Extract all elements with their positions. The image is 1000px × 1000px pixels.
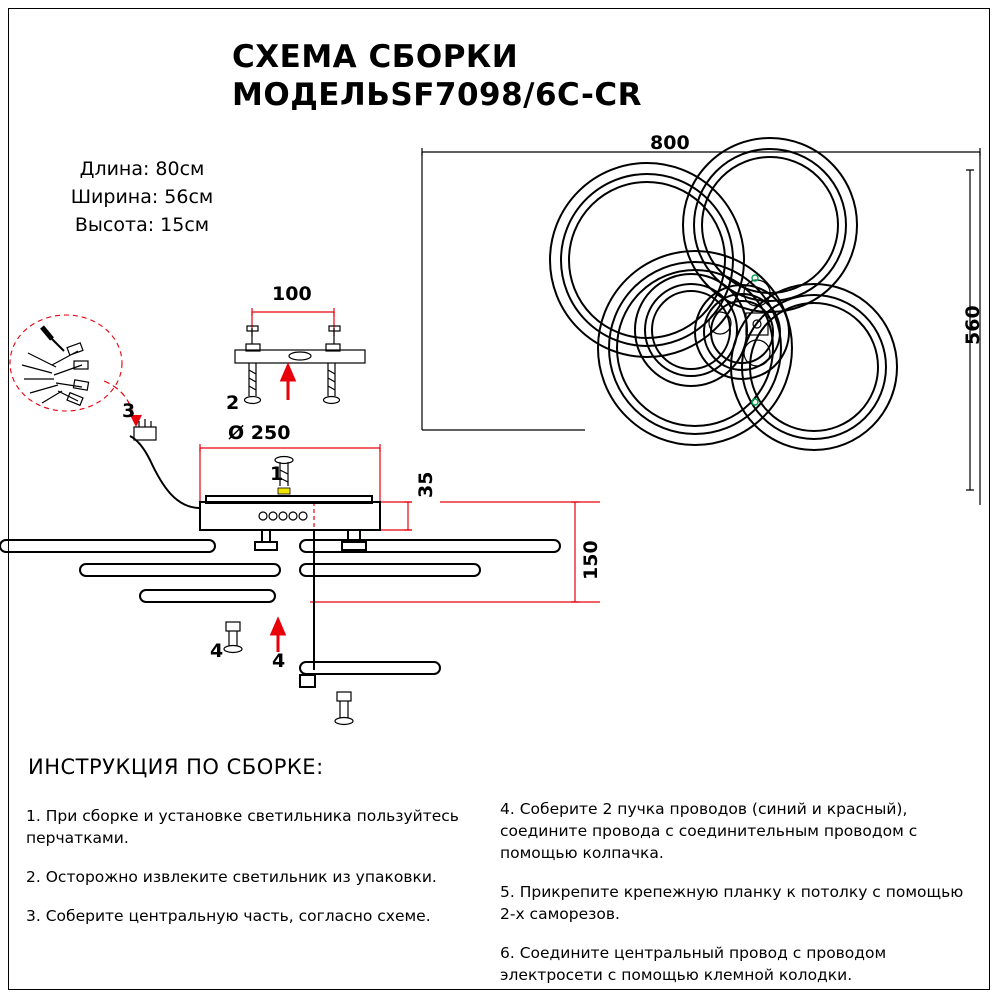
- label-top-view-height: 560: [962, 305, 984, 345]
- mounting-bracket-drawing: [222, 300, 422, 430]
- instruction-item-4: 4. Соберите 2 пучка проводов (синий и красный), соедините провода с соединительным проводом с помощью колпачка.: [500, 800, 918, 862]
- bracket-body: [235, 326, 365, 363]
- step-marker-4b: 4: [272, 650, 286, 672]
- base-height-dimension: [380, 502, 412, 530]
- page-title: СХЕМА СБОРКИ: [232, 39, 519, 75]
- screw-step4-left-icon: [224, 622, 242, 653]
- bracket-dimension: [252, 308, 334, 336]
- screw-left-icon: [245, 363, 261, 404]
- model-prefix: МОДЕЛЬ: [232, 77, 391, 113]
- model-line: [232, 76, 972, 114]
- step-marker-3: 3: [122, 400, 136, 422]
- instructions-left-column: [26, 805, 466, 944]
- label-bracket-width: 100: [272, 283, 312, 305]
- instructions-heading: ИНСТРУКЦИЯ ПО СБОРКЕ:: [28, 755, 324, 779]
- step-marker-1: 1: [270, 463, 284, 485]
- instructions-right-column: [500, 798, 980, 1000]
- label-top-view-width: 800: [650, 132, 690, 154]
- instruction-item-3: 3. Соберите центральную часть, согласно схеме.: [26, 907, 431, 925]
- bracket-up-arrow-icon: [282, 366, 294, 400]
- instruction-item-2: 2. Осторожно извлеките светильник из упаковки.: [26, 868, 437, 886]
- label-base-height: 35: [415, 471, 437, 498]
- lamp-rings: [550, 138, 897, 450]
- label-base-diameter: Ø 250: [228, 422, 291, 444]
- screw-step4-bottom-icon: [335, 692, 353, 725]
- step-marker-4a: 4: [210, 640, 224, 662]
- led-driver-dots: [259, 512, 307, 520]
- dimension-length: Длина: 80см: [79, 158, 205, 180]
- step-marker-2: 2: [226, 392, 240, 414]
- screw-right-icon: [324, 363, 340, 404]
- arrow-step4-left-icon: [272, 620, 284, 652]
- green-marker-bottom-icon: [752, 399, 758, 405]
- connector-cluster: [22, 327, 89, 405]
- detail-callout-circle: [10, 315, 122, 411]
- label-total-height: 150: [580, 540, 602, 580]
- instruction-item-6: 6. Соедините центральный провод с проводом электросети с помощью клемной колодки.: [500, 944, 887, 984]
- title-block: [232, 38, 972, 114]
- dimension-height: Высота: 15см: [74, 214, 210, 236]
- model-code: SF7098/6C-CR: [390, 77, 642, 113]
- dimension-width: Ширина: 56см: [70, 186, 214, 208]
- instruction-item-1: 1. При сборке и установке светильника пользуйтесь перчатками.: [26, 807, 459, 847]
- instruction-item-5: 5. Прикрепите крепежную планку к потолку с помощью 2-х саморезов.: [500, 883, 964, 923]
- side-view-assembly: [0, 430, 640, 760]
- dimensions-text-block: [42, 155, 242, 239]
- power-cable: [130, 436, 200, 508]
